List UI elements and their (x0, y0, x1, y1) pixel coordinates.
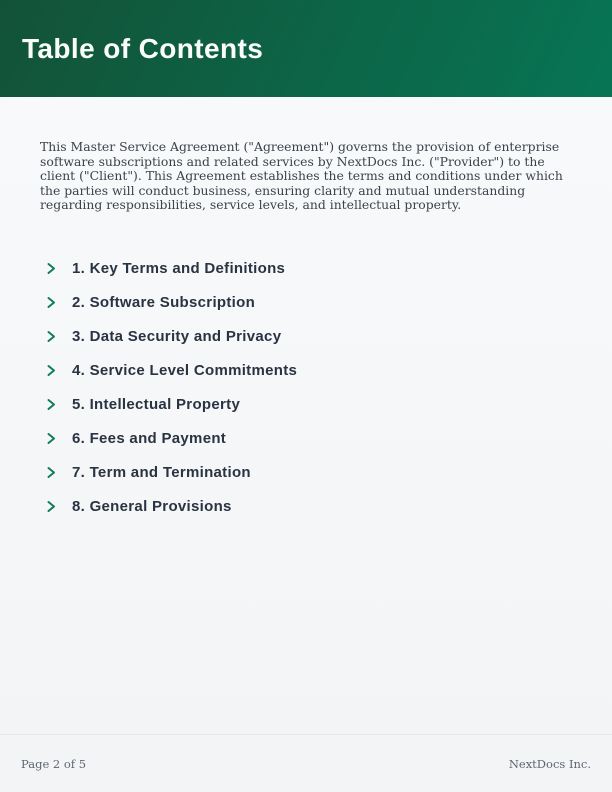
toc-item[interactable] (40, 422, 570, 456)
toc-item-label: 5. Intellectual Property (72, 396, 241, 414)
chevron-right-icon (44, 465, 58, 480)
content-area (0, 140, 612, 524)
page-title: Table of Contents (22, 32, 264, 64)
toc-item[interactable] (40, 286, 570, 320)
toc-item-label: 3. Data Security and Privacy (72, 328, 282, 346)
page-number-label: Page 2 of 5 (21, 756, 87, 771)
footer-bar (0, 734, 612, 792)
toc-item-label: 1. Key Terms and Definitions (72, 260, 286, 278)
toc-item[interactable] (40, 354, 570, 388)
chevron-right-icon (44, 295, 58, 310)
chevron-right-icon (44, 431, 58, 446)
toc-item-label: 6. Fees and Payment (72, 430, 227, 448)
toc-list (40, 252, 570, 524)
toc-item-label: 2. Software Subscription (72, 294, 256, 312)
toc-item[interactable] (40, 456, 570, 490)
chevron-right-icon (44, 261, 58, 276)
toc-item-label: 4. Service Level Commitments (72, 362, 298, 380)
toc-item-label: 7. Term and Termination (72, 464, 251, 482)
chevron-right-icon (44, 397, 58, 412)
header-banner (0, 0, 612, 97)
toc-item[interactable] (40, 388, 570, 422)
toc-item[interactable] (40, 320, 570, 354)
chevron-right-icon (44, 499, 58, 514)
toc-item[interactable] (40, 252, 570, 286)
toc-item-label: 8. General Provisions (72, 498, 232, 516)
intro-paragraph: This Master Service Agreement ("Agreement") governs the provision of enterprise software subscriptions and related services by NextDocs Inc. ("Provider") to the client ("Client"). This Agreement establishes the terms and conditions under which the parties will conduct business, ensuring clarity and mutual understanding regarding responsibilities, service levels, and intellectual property. (40, 139, 563, 213)
chevron-right-icon (44, 329, 58, 344)
chevron-right-icon (44, 363, 58, 378)
company-name-label: NextDocs Inc. (508, 756, 591, 771)
toc-item[interactable] (40, 490, 570, 524)
